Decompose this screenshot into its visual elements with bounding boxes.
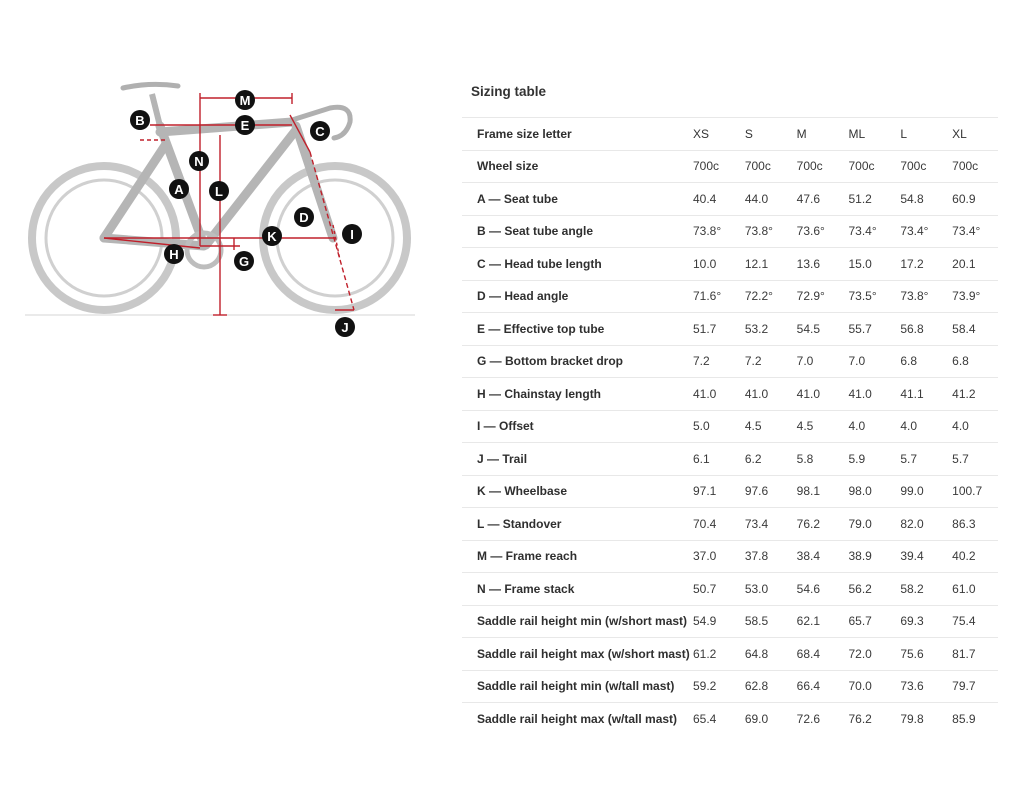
table-cell: 73.8° (687, 215, 739, 248)
callout-c (310, 121, 330, 141)
callout-i (342, 224, 362, 244)
table-cell: 700c (946, 150, 998, 183)
table-cell: 5.7 (946, 443, 998, 476)
table-cell: 58.5 (739, 605, 791, 638)
callout-k (262, 226, 282, 246)
table-cell: 13.6 (791, 248, 843, 281)
table-cell: 6.8 (946, 345, 998, 378)
table-cell: 37.8 (739, 540, 791, 573)
sizing-table-body (462, 150, 998, 735)
table-row (462, 280, 998, 313)
row-label: Wheel size (462, 150, 687, 183)
table-cell: 54.6 (791, 573, 843, 606)
table-cell: 41.0 (739, 378, 791, 411)
table-cell: 65.7 (842, 605, 894, 638)
table-cell: 54.9 (687, 605, 739, 638)
table-cell: 64.8 (739, 638, 791, 671)
row-label: N — Frame stack (462, 573, 687, 606)
table-cell: 73.4 (739, 508, 791, 541)
table-cell: 98.1 (791, 475, 843, 508)
table-row (462, 703, 998, 735)
callout-a (169, 179, 189, 199)
table-cell: 56.2 (842, 573, 894, 606)
table-row (462, 540, 998, 573)
size-header-l: L (894, 118, 946, 151)
table-cell: 56.8 (894, 313, 946, 346)
table-row (462, 378, 998, 411)
table-row (462, 605, 998, 638)
row-label: G — Bottom bracket drop (462, 345, 687, 378)
table-cell: 39.4 (894, 540, 946, 573)
table-cell: 98.0 (842, 475, 894, 508)
table-cell: 70.4 (687, 508, 739, 541)
table-cell: 40.4 (687, 183, 739, 216)
table-header-row (462, 118, 998, 151)
table-cell: 7.2 (739, 345, 791, 378)
table-row (462, 475, 998, 508)
table-cell: 7.2 (687, 345, 739, 378)
table-cell: 41.2 (946, 378, 998, 411)
table-cell: 82.0 (894, 508, 946, 541)
table-cell: 62.1 (791, 605, 843, 638)
table-cell: 79.7 (946, 670, 998, 703)
table-cell: 53.0 (739, 573, 791, 606)
table-cell: 6.1 (687, 443, 739, 476)
table-cell: 7.0 (791, 345, 843, 378)
callout-label: M (239, 93, 251, 108)
table-cell: 53.2 (739, 313, 791, 346)
table-cell: 55.7 (842, 313, 894, 346)
callout-label: B (135, 113, 145, 128)
table-cell: 73.8° (739, 215, 791, 248)
table-cell: 5.8 (791, 443, 843, 476)
table-cell: 41.0 (842, 378, 894, 411)
table-cell: 58.4 (946, 313, 998, 346)
callout-l (209, 181, 229, 201)
bike-geometry-diagram (0, 60, 440, 380)
row-label: J — Trail (462, 443, 687, 476)
table-cell: 76.2 (791, 508, 843, 541)
seatpost (152, 94, 160, 126)
sizing-panel (462, 80, 998, 735)
table-cell: 700c (842, 150, 894, 183)
table-cell: 700c (791, 150, 843, 183)
table-cell: 72.9° (791, 280, 843, 313)
table-cell: 17.2 (894, 248, 946, 281)
table-cell: 58.2 (894, 573, 946, 606)
sizing-table-title: Sizing table (471, 84, 547, 99)
table-cell: 5.9 (842, 443, 894, 476)
table-cell: 73.4° (946, 215, 998, 248)
table-cell: 700c (739, 150, 791, 183)
table-cell: 20.1 (946, 248, 998, 281)
table-cell: 73.4° (842, 215, 894, 248)
table-cell: 86.3 (946, 508, 998, 541)
table-cell: 73.9° (946, 280, 998, 313)
table-cell: 7.0 (842, 345, 894, 378)
table-cell: 73.6 (894, 670, 946, 703)
callout-m (235, 90, 255, 110)
table-row (462, 670, 998, 703)
table-row (462, 638, 998, 671)
callout-label: D (299, 210, 309, 225)
row-label: Saddle rail height min (w/short mast) (462, 605, 687, 638)
table-cell: 40.2 (946, 540, 998, 573)
table-row (462, 410, 998, 443)
size-header-xl: XL (946, 118, 998, 151)
row-label: Saddle rail height max (w/tall mast) (462, 703, 687, 735)
table-row (462, 443, 998, 476)
callout-label: G (238, 254, 250, 269)
callout-label: H (169, 247, 179, 262)
table-cell: 70.0 (842, 670, 894, 703)
table-cell: 69.3 (894, 605, 946, 638)
table-cell: 5.7 (894, 443, 946, 476)
callout-b (130, 110, 150, 130)
callout-j (335, 317, 355, 337)
table-cell: 76.2 (842, 703, 894, 735)
table-row (462, 248, 998, 281)
row-label: B — Seat tube angle (462, 215, 687, 248)
callout-label: I (350, 227, 354, 242)
callout-n (189, 151, 209, 171)
callout-label: E (240, 118, 250, 133)
callout-label: J (341, 320, 349, 335)
table-row (462, 345, 998, 378)
table-cell: 6.8 (894, 345, 946, 378)
callout-label: C (315, 124, 325, 139)
callout-label: N (194, 154, 204, 169)
table-row (462, 150, 998, 183)
top-tube (160, 122, 292, 132)
row-label: Saddle rail height max (w/short mast) (462, 638, 687, 671)
table-cell: 10.0 (687, 248, 739, 281)
row-label: C — Head tube length (462, 248, 687, 281)
table-cell: 61.0 (946, 573, 998, 606)
table-cell: 99.0 (894, 475, 946, 508)
table-cell: 73.5° (842, 280, 894, 313)
row-label: K — Wheelbase (462, 475, 687, 508)
sizing-table (462, 117, 998, 735)
callout-d (294, 207, 314, 227)
size-header-ml: ML (842, 118, 894, 151)
size-header-s: S (739, 118, 791, 151)
table-row (462, 508, 998, 541)
row-label: Saddle rail height min (w/tall mast) (462, 670, 687, 703)
table-cell: 75.4 (946, 605, 998, 638)
table-cell: 44.0 (739, 183, 791, 216)
table-cell: 73.8° (894, 280, 946, 313)
table-cell: 4.5 (791, 410, 843, 443)
table-cell: 97.6 (739, 475, 791, 508)
table-cell: 47.6 (791, 183, 843, 216)
callout-label: L (215, 184, 223, 199)
table-row (462, 215, 998, 248)
table-cell: 72.6 (791, 703, 843, 735)
table-cell: 72.0 (842, 638, 894, 671)
table-cell: 4.0 (946, 410, 998, 443)
table-cell: 73.4° (894, 215, 946, 248)
table-cell: 4.0 (894, 410, 946, 443)
size-header-xs: XS (687, 118, 739, 151)
table-row (462, 313, 998, 346)
callout-label: K (267, 229, 277, 244)
table-row (462, 183, 998, 216)
size-header-m: M (791, 118, 843, 151)
table-cell: 79.0 (842, 508, 894, 541)
callout-label: A (174, 182, 184, 197)
row-label: A — Seat tube (462, 183, 687, 216)
table-cell: 51.2 (842, 183, 894, 216)
table-cell: 100.7 (946, 475, 998, 508)
row-label: E — Effective top tube (462, 313, 687, 346)
table-cell: 54.5 (791, 313, 843, 346)
table-cell: 81.7 (946, 638, 998, 671)
row-label: L — Standover (462, 508, 687, 541)
table-cell: 65.4 (687, 703, 739, 735)
table-cell: 51.7 (687, 313, 739, 346)
table-cell: 72.2° (739, 280, 791, 313)
table-cell: 41.1 (894, 378, 946, 411)
table-cell: 15.0 (842, 248, 894, 281)
table-cell: 700c (894, 150, 946, 183)
table-cell: 73.6° (791, 215, 843, 248)
table-cell: 700c (687, 150, 739, 183)
table-row (462, 573, 998, 606)
table-cell: 61.2 (687, 638, 739, 671)
table-cell: 66.4 (791, 670, 843, 703)
callout-g (234, 251, 254, 271)
table-cell: 38.9 (842, 540, 894, 573)
table-cell: 4.0 (842, 410, 894, 443)
header-label: Frame size letter (462, 118, 687, 151)
table-cell: 68.4 (791, 638, 843, 671)
callout-e (235, 115, 255, 135)
row-label: I — Offset (462, 410, 687, 443)
table-cell: 38.4 (791, 540, 843, 573)
row-label: M — Frame reach (462, 540, 687, 573)
table-cell: 41.0 (791, 378, 843, 411)
table-cell: 37.0 (687, 540, 739, 573)
table-cell: 79.8 (894, 703, 946, 735)
table-cell: 85.9 (946, 703, 998, 735)
table-cell: 54.8 (894, 183, 946, 216)
table-cell: 4.5 (739, 410, 791, 443)
row-label: D — Head angle (462, 280, 687, 313)
saddle (123, 84, 178, 88)
table-cell: 62.8 (739, 670, 791, 703)
table-cell: 59.2 (687, 670, 739, 703)
table-cell: 5.0 (687, 410, 739, 443)
table-cell: 71.6° (687, 280, 739, 313)
table-cell: 97.1 (687, 475, 739, 508)
callout-h (164, 244, 184, 264)
table-cell: 75.6 (894, 638, 946, 671)
table-cell: 50.7 (687, 573, 739, 606)
table-cell: 6.2 (739, 443, 791, 476)
table-cell: 60.9 (946, 183, 998, 216)
table-cell: 12.1 (739, 248, 791, 281)
table-cell: 41.0 (687, 378, 739, 411)
row-label: H — Chainstay length (462, 378, 687, 411)
table-cell: 69.0 (739, 703, 791, 735)
